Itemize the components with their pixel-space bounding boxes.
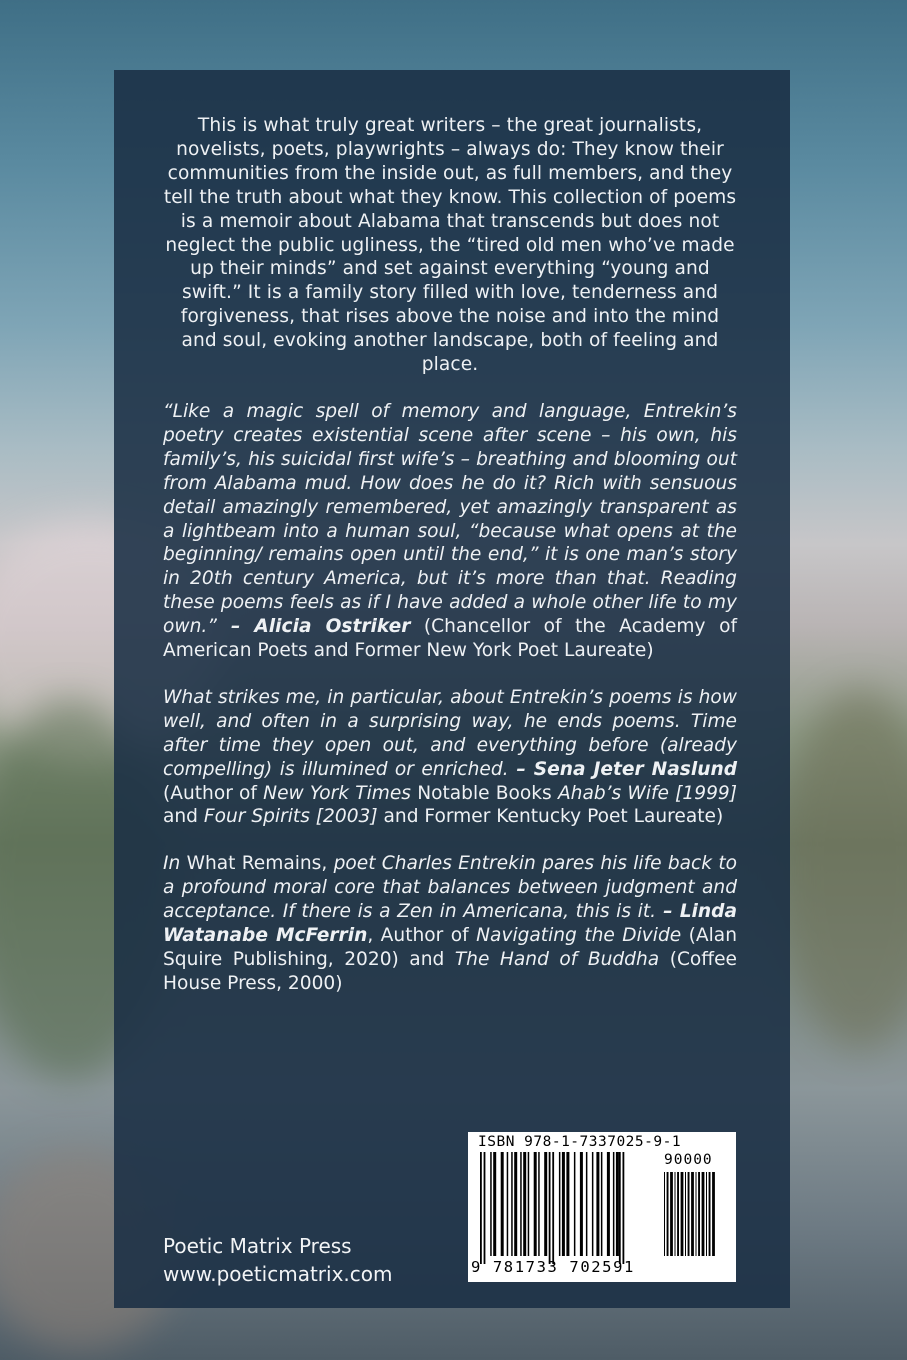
barcode-addon-bar [709,1172,711,1256]
ean-digits: 9 781733 702591 [471,1258,635,1276]
review-quote: “Like a magic spell of memory and language, Entrekin’s poetry creates existential scene after scene – his own, his family’s, his suicidal first wife’s – breathing and blooming out from Alabama mud. How does he do it? Rich with sensuous detail amazingly remembered, yet amazingly transparent as a lightbeam into a human soul, “because what opens at the beginning/ remains open until the end,” it is one man’s story in 20th century America, but it’s more than that. Reading these poems feels as if I have added a whole other life to my own.” [163,400,737,638]
reviewer-credit: (Coffee House Press, 2000) [163,949,737,994]
reviewer-credit: , Author of [367,925,477,947]
review-dash: – [508,758,534,780]
barcode-bar [616,1152,619,1256]
barcode-addon-bar [677,1172,679,1256]
barcode-addon-bar [712,1172,715,1256]
book-title: What Remains, [186,853,328,875]
review-quote: What strikes me, in particular, about Entrekin’s poems is how well, and often in a surprising way, he ends poems. Time after time they open out, and everything before (already compelling) is illumined or enriched. [163,686,737,780]
barcode-addon-bar [664,1172,665,1256]
barcode-bar [574,1152,576,1256]
publisher-name: Poetic Matrix Press [163,1234,352,1258]
barcode-addon-bar [688,1172,690,1256]
barcode-addon-bar [685,1172,686,1256]
barcode-bar [601,1152,603,1256]
reviewer-credit: (Chancellor of the Academy of American Poets and Former New York Poet Laureate) [163,616,737,662]
barcode-addon-bar [667,1172,669,1256]
review-mcferrin [163,852,737,995]
barcode-guard-bar [484,1152,486,1264]
publication-name: New York Times [263,782,411,804]
barcode-bar [528,1152,530,1256]
barcode-addon-bar [691,1172,694,1256]
barcode-bar [511,1152,513,1256]
barcode-addon-bar [702,1172,705,1256]
review-quote: poet Charles Entrekin pares his life back to a profound moral core that balances between judgment and acceptance. If there is a Zen in Americana, this is it. [163,853,738,923]
review-naslund [163,686,737,829]
barcode-guard-bar [623,1152,625,1264]
barcode-guard-bar [619,1152,621,1264]
barcode-addon-bar [696,1172,697,1256]
barcode-bar [490,1152,492,1256]
book-title: The Hand of Buddha [454,949,660,970]
back-cover-copy [163,114,737,1019]
barcode-bar [544,1152,547,1256]
barcode-bar [592,1152,594,1256]
barcode-addon-bar [698,1172,700,1256]
isbn-barcode [468,1132,736,1282]
barcode-bar [507,1152,509,1256]
publisher-url: www.poeticmatrix.com [163,1262,393,1286]
isbn-label: ISBN 978-1-7337025-9-1 [478,1134,682,1150]
review-dash: – [216,616,255,638]
barcode-bar [596,1152,599,1256]
reviewer-credit: Notable Books [411,782,558,804]
barcode-guard-bar [552,1152,554,1264]
barcode-bar [520,1152,522,1256]
barcode-bar [607,1152,610,1256]
publisher-block [163,1232,393,1288]
background-foliage-right [780,690,907,1050]
reviewer-credit: (Alan Squire Publishing, 2020) and [163,925,737,970]
barcode-addon-bar [681,1172,684,1256]
book-description: This is what truly great writers – the great journalists, novelists, poets, playwrights – always do: They know their communities from the inside out, as full members, and they tell the truth about what they know. This collection of poems is a memoir about Alabama that transcends but does not neglect the public ugliness, the “tired old men who’ve made up their minds” and set against everything “young and swift.” It is a family story filled with love, tenderness and forgiveness, that rises above the noise and into the mind and soul, evoking another landscape, both of feeling and place. [163,115,737,376]
price-code: 90000 [664,1152,713,1168]
barcode-bar [566,1152,569,1256]
barcode-bar [538,1152,540,1256]
barcode-bar [613,1152,615,1256]
reviewer-name: Alicia Ostriker [254,616,411,638]
barcode-bar [514,1152,517,1256]
book-title: Four Spirits [2003] [203,806,378,828]
barcode-bar [586,1152,588,1256]
barcode-bar [501,1152,504,1256]
barcode-bar [534,1152,537,1256]
barcode-guard-bar [549,1152,551,1264]
barcode-addon-bar [675,1172,676,1256]
barcode-bar [580,1152,583,1256]
reviewer-credit: and Former Kentucky Poet Laureate) [377,806,724,828]
book-title: Ahab’s Wife [1999] [557,782,737,804]
review-ostriker [163,400,737,663]
reviewer-name: Sena Jeter Naslund [533,758,738,780]
barcode-addon-bar [670,1172,673,1256]
barcode-bar [562,1152,565,1256]
barcode-bar [559,1152,561,1256]
barcode-bar [493,1152,496,1256]
review-in: In [163,853,187,875]
reviewer-credit: and [163,806,204,828]
barcode-bar [523,1152,526,1256]
book-title: Navigating the Divide [476,925,682,947]
barcode-addon-bar [706,1172,707,1256]
barcode-guard-bar [480,1152,482,1264]
reviewer-credit: (Author of [163,782,264,804]
reviewer-name: – Linda Watanabe McFerrin [163,901,738,947]
